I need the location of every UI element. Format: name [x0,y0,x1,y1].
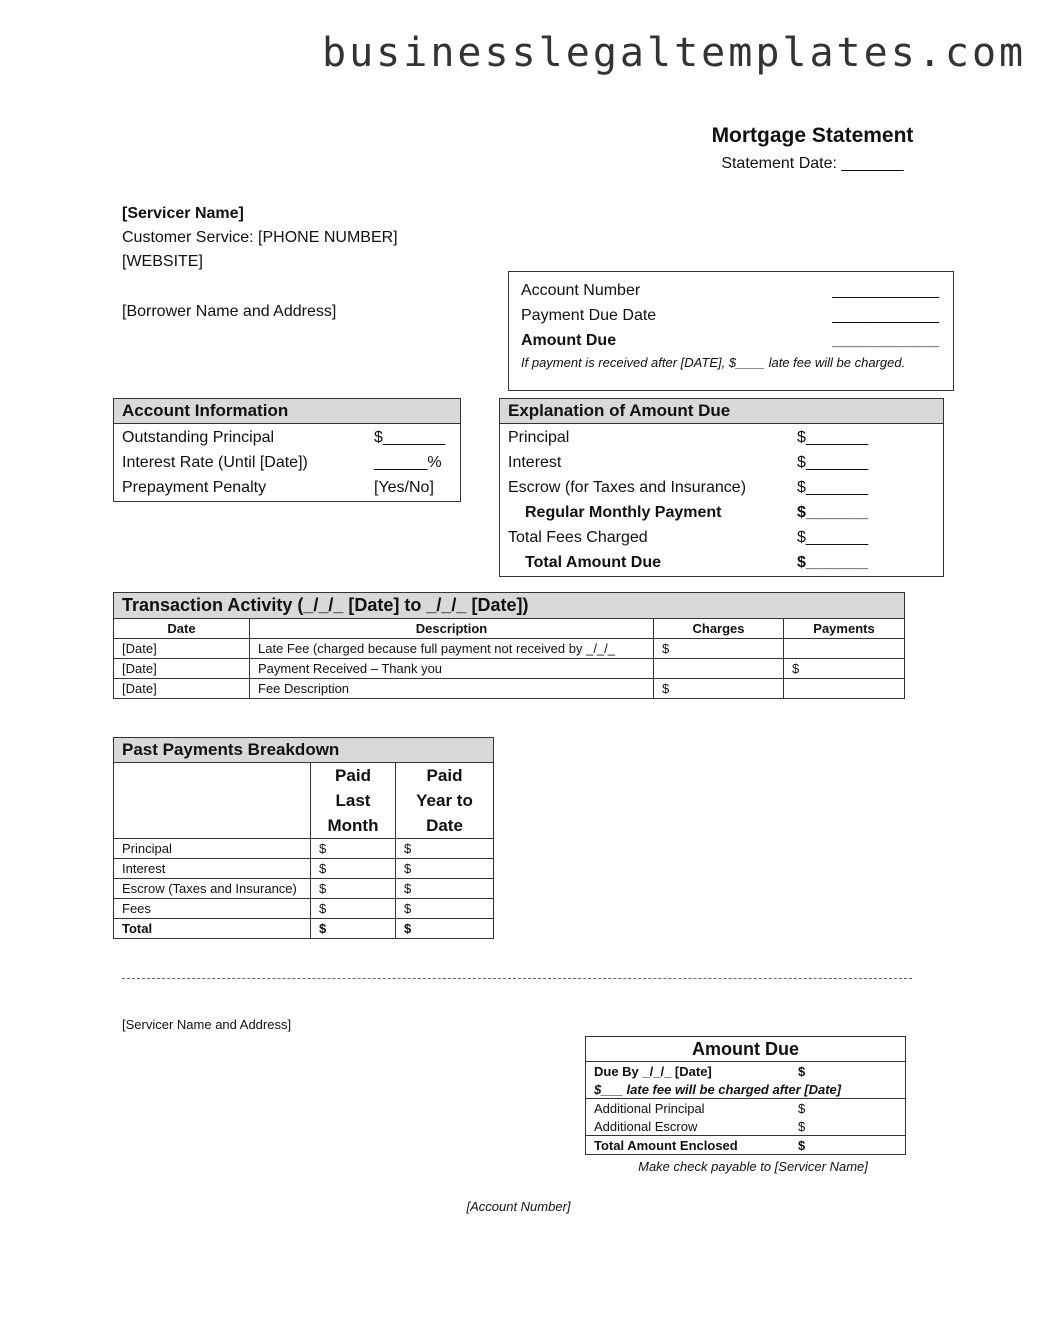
tx-payments [784,639,905,659]
coupon-title: Amount Due [586,1037,905,1062]
total-enclosed-row [586,1136,905,1155]
additional-principal-value: $ [798,1100,806,1116]
prepayment-penalty-label: Prepayment Penalty [122,478,267,496]
pp-ytd: $ [396,859,494,879]
outstanding-principal-value: $_______ [374,428,446,446]
explanation-interest-value: $_______ [797,453,869,471]
account-information-title: Account Information [114,399,460,424]
total-amount-due-value: $_______ [797,553,869,571]
explanation-of-amount-due [499,398,944,577]
tear-off-divider [122,978,912,979]
coupon-amount-due-box [585,1036,906,1155]
table-row [114,899,494,919]
interest-rate-value: ______% [374,453,442,471]
tx-charges: $ [654,639,784,659]
transaction-table [113,618,905,699]
col-payments: Payments [784,619,905,639]
tx-description: Payment Received – Thank you [250,659,654,679]
amount-due-row [521,328,939,353]
col-charges: Charges [654,619,784,639]
additional-escrow-row [586,1117,905,1136]
borrower-address: [Borrower Name and Address] [122,303,337,320]
tx-charges: $ [654,679,784,699]
col-description: Description [250,619,654,639]
pp-label: Interest [114,859,311,879]
past-payments-title: Past Payments Breakdown [113,737,494,762]
regular-monthly-payment-value: $_______ [797,503,869,521]
explanation-principal-row [500,425,943,450]
payable-to: Make check payable to [Servicer Name] [638,1159,868,1174]
tx-charges [654,659,784,679]
table-row [114,679,905,699]
tx-date: [Date] [114,659,250,679]
account-number-value: ____________ [832,281,939,299]
due-by-value: $ [798,1063,806,1079]
pp-label: Principal [114,839,311,859]
total-enclosed-label: Total Amount Enclosed [594,1137,738,1153]
pp-last-month: $ [311,839,396,859]
table-row [114,879,494,899]
tx-date: [Date] [114,639,250,659]
past-payments-table [113,762,494,939]
additional-principal-row [586,1099,905,1118]
explanation-escrow-label: Escrow (for Taxes and Insurance) [508,478,747,496]
interest-rate-label: Interest Rate (Until [Date]) [122,453,308,471]
additional-escrow-value: $ [790,1117,905,1136]
tx-payments [784,679,905,699]
pp-ytd: $ [396,839,494,859]
account-information [113,398,461,502]
total-fees-label: Total Fees Charged [508,528,648,546]
total-enclosed-value: $ [798,1137,806,1153]
pp-last-month: $ [311,919,396,939]
additional-principal-label: Additional Principal [594,1100,705,1116]
pp-ytd: $ [396,879,494,899]
interest-rate-row [114,450,460,475]
explanation-interest-label: Interest [508,453,562,471]
explanation-principal-value: $_______ [797,428,869,446]
tx-date: [Date] [114,679,250,699]
table-row [114,919,494,939]
regular-monthly-payment-label: Regular Monthly Payment [525,503,722,521]
total-amount-due-label: Total Amount Due [525,553,661,571]
table-row [114,839,494,859]
total-fees-row [500,525,943,550]
explanation-title: Explanation of Amount Due [500,399,943,424]
outstanding-principal-label: Outstanding Principal [122,428,275,446]
col-paid-year-to-date: Paid Year to Date [396,763,494,839]
summary-box [508,271,954,391]
late-fee-note: If payment is received after [DATE], $____ late fee will be charged. [521,355,906,370]
site-name: businesslegaltemplates.com [322,30,1027,76]
table-row [114,639,905,659]
due-by-row [586,1062,905,1080]
coupon-account-number: [Account Number] [466,1199,571,1214]
payment-due-date-label: Payment Due Date [521,306,657,324]
col-paid-last-month: Paid Last Month [311,763,396,839]
table-row [114,659,905,679]
pp-ytd: $ [396,899,494,919]
pp-label: Total [114,919,311,939]
regular-monthly-payment-row [500,500,943,525]
additional-escrow-label: Additional Escrow [586,1117,790,1136]
tx-description: Fee Description [250,679,654,699]
explanation-escrow-value: $_______ [797,478,869,496]
transaction-activity [113,592,905,699]
servicer-website: [WEBSITE] [122,253,203,270]
account-number-label: Account Number [521,281,641,299]
amount-due-label: Amount Due [521,331,617,349]
account-number-row [521,278,939,303]
explanation-interest-row [500,450,943,475]
tx-description: Late Fee (charged because full payment not received by _/_/_ [250,639,654,659]
payment-due-date-value: ____________ [832,306,939,324]
customer-service: Customer Service: [PHONE NUMBER] [122,229,398,246]
explanation-escrow-row [500,475,943,500]
statement-date: Statement Date: _______ [721,155,904,172]
outstanding-principal-row [114,425,460,450]
past-payments-breakdown [113,737,494,939]
pp-label: Fees [114,899,311,919]
payment-due-date-row [521,303,939,328]
past-payments-header-row [114,763,494,839]
pp-last-month: $ [311,859,396,879]
total-fees-value: $_______ [797,528,869,546]
pp-label: Escrow (Taxes and Insurance) [114,879,311,899]
page-title: Mortgage Statement [711,124,914,147]
pp-last-month: $ [311,879,396,899]
coupon-late-fee: $___ late fee will be charged after [Date] [586,1080,905,1099]
col-date: Date [114,619,250,639]
explanation-principal-label: Principal [508,428,570,446]
prepayment-penalty-row [114,475,460,500]
amount-due-value: ____________ [832,331,939,349]
coupon-servicer-address: [Servicer Name and Address] [122,1017,292,1032]
coupon-table [586,1062,905,1154]
total-amount-due-row [500,550,943,575]
servicer-info [122,202,398,274]
due-by-label: Due By _/_/_ [Date] [594,1063,712,1079]
table-row [114,859,494,879]
transaction-header-row [114,619,905,639]
pp-last-month: $ [311,899,396,919]
prepayment-penalty-value: [Yes/No] [374,478,434,496]
pp-ytd: $ [396,919,494,939]
transaction-activity-title: Transaction Activity (_/_/_ [Date] to _/_/_ [Date]) [113,592,905,618]
tx-payments: $ [784,659,905,679]
late-fee-row [586,1080,905,1099]
servicer-name: [Servicer Name] [122,205,244,222]
